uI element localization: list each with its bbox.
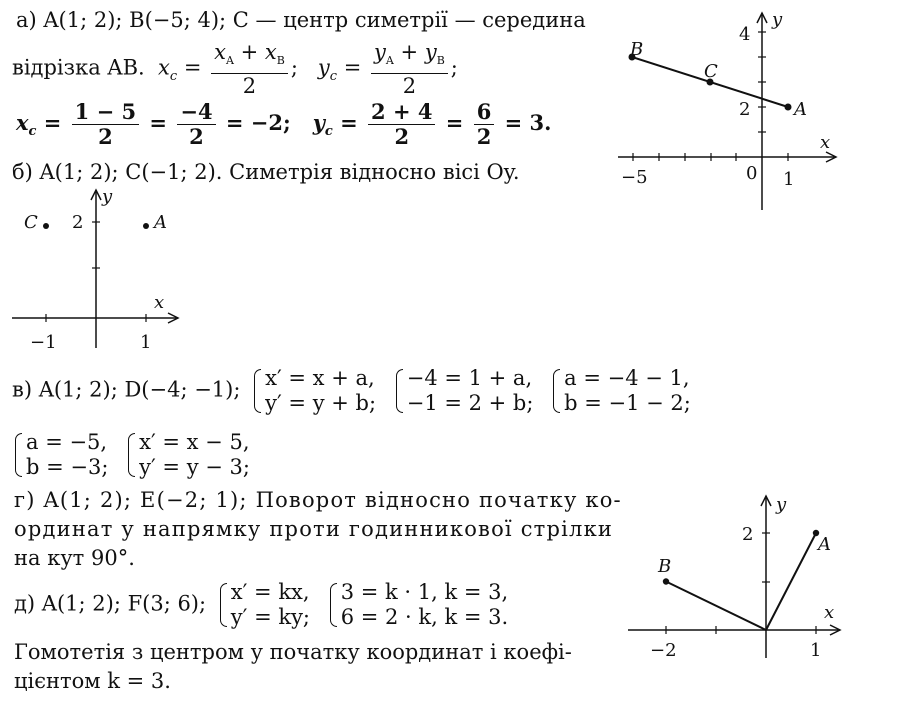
figure-3-graph — [620, 490, 845, 670]
fig1-ticks — [633, 32, 788, 161]
part-a-formulas: відрізка AB. $x_c$ = $\frac{x_A + x_B}{2}$ ; $y_c$ = $\frac{y_A + y_B}{2}$ ; — [12, 40, 458, 99]
fig2-tick-1: 1 — [140, 332, 152, 353]
fig1-label-A: A — [794, 99, 807, 120]
calc-y-num2: 6 — [474, 100, 495, 125]
fig1-label-C: C — [704, 61, 718, 82]
part-d-system-1: x′ = kx, y′ = ky; — [219, 580, 310, 630]
xc-fraction: $\frac{x_A + x_B}{2}$ — [211, 40, 288, 98]
part-d-prefix: д) A(1; 2); F(3; 6); — [14, 591, 207, 616]
fig2-label-C: C — [24, 212, 38, 233]
calc-y-num1: 2 + 4 — [368, 100, 435, 125]
part-v-prefix: в) A(1; 2); D(−4; −1); — [12, 377, 241, 402]
fig2-y-label: y — [102, 186, 113, 207]
fig2-x-label: x — [154, 292, 165, 313]
fig2-tick-neg1: −1 — [30, 332, 57, 353]
fig1-tick-y4: 4 — [739, 24, 751, 45]
figure-1-graph — [608, 5, 848, 215]
fig3-x-label: x — [824, 602, 835, 623]
fig3-tick-neg2: −2 — [650, 640, 677, 661]
part-a-calc: $x_c$ = $\frac{1 - 5}{2}$ = $\frac{-4}{2}$ = −2; $y_c$ = $\frac{2 + 4}{2}$ = $\frac{6}{2}$ = 3. — [16, 99, 552, 149]
part-v-system-1: x′ = x + a, y′ = y + b; — [253, 366, 376, 416]
fig1-tick-1: 1 — [783, 169, 795, 190]
calc-y-result: = 3. — [504, 110, 552, 135]
part-d-block — [14, 580, 514, 630]
calc-x-num1: 1 − 5 — [72, 100, 139, 125]
part-g-line2: ординат у напрямку проти годинникової стрілки — [14, 517, 614, 541]
fig1-point-A — [785, 104, 792, 111]
fig1-tick-zero: 0 — [746, 163, 758, 184]
part-v-system-4: a = −5, b = −3; — [14, 430, 108, 480]
yc-fraction: $\frac{y_A + y_B}{2}$ — [371, 40, 448, 98]
fig1-tick-y2: 2 — [739, 99, 751, 120]
part-d-system-2: 3 = k · 1, k = 3, 6 = 2 · k, k = 3. — [329, 580, 508, 630]
fig3-tick-y2: 2 — [742, 524, 754, 545]
fig1-x-label: x — [820, 132, 831, 153]
xc-lhs: x — [158, 55, 170, 80]
part-v-system-3: a = −4 − 1, b = −1 − 2; — [552, 366, 691, 416]
fig3-y-label: y — [776, 494, 787, 515]
fig3-segment-OB — [666, 582, 766, 631]
fig2-point-C — [43, 223, 49, 229]
part-a-line1: а) A(1; 2); B(−5; 4); C — центр симетрії — середина — [16, 8, 586, 32]
part-g-line1: г) A(1; 2); E(−2; 1); Поворот відносно початку ко- — [14, 488, 622, 512]
calc-x-result: = −2; — [225, 110, 291, 135]
fig3-label-B: B — [658, 556, 672, 577]
part-v-system-5: x′ = x − 5, y′ = y − 3; — [127, 430, 250, 480]
fig2-point-A — [143, 223, 149, 229]
part-v-block-2 — [14, 430, 256, 480]
fig3-tick-1: 1 — [810, 640, 822, 661]
fig3-segment-OA — [766, 533, 816, 630]
fig3-point-B — [663, 578, 669, 584]
part-d-line3: цієнтом k = 3. — [14, 669, 171, 693]
fig1-y-label: y — [772, 9, 783, 30]
part-v-block — [12, 366, 697, 416]
part-b-text: б) A(1; 2); C(−1; 2). Симетрія відносно вісі Oy. — [12, 160, 520, 184]
fig1-tick-neg5: −5 — [621, 167, 648, 188]
fig3-label-A: A — [818, 534, 831, 555]
fig1-label-B: B — [630, 39, 644, 60]
part-d-line2: Гомотетія з центром у початку координат і коефі- — [14, 640, 572, 664]
calc-x-num2: −4 — [177, 100, 215, 125]
part-g-line3: на кут 90°. — [14, 546, 135, 570]
part-a-line2-prefix: відрізка AB. — [12, 55, 145, 80]
yc-lhs: y — [317, 55, 330, 80]
part-v-system-2: −4 = 1 + a, −1 = 2 + b; — [395, 366, 534, 416]
fig2-label-A: A — [154, 212, 167, 233]
figure-2-graph — [8, 186, 188, 356]
fig2-tick-y2: 2 — [72, 212, 84, 233]
